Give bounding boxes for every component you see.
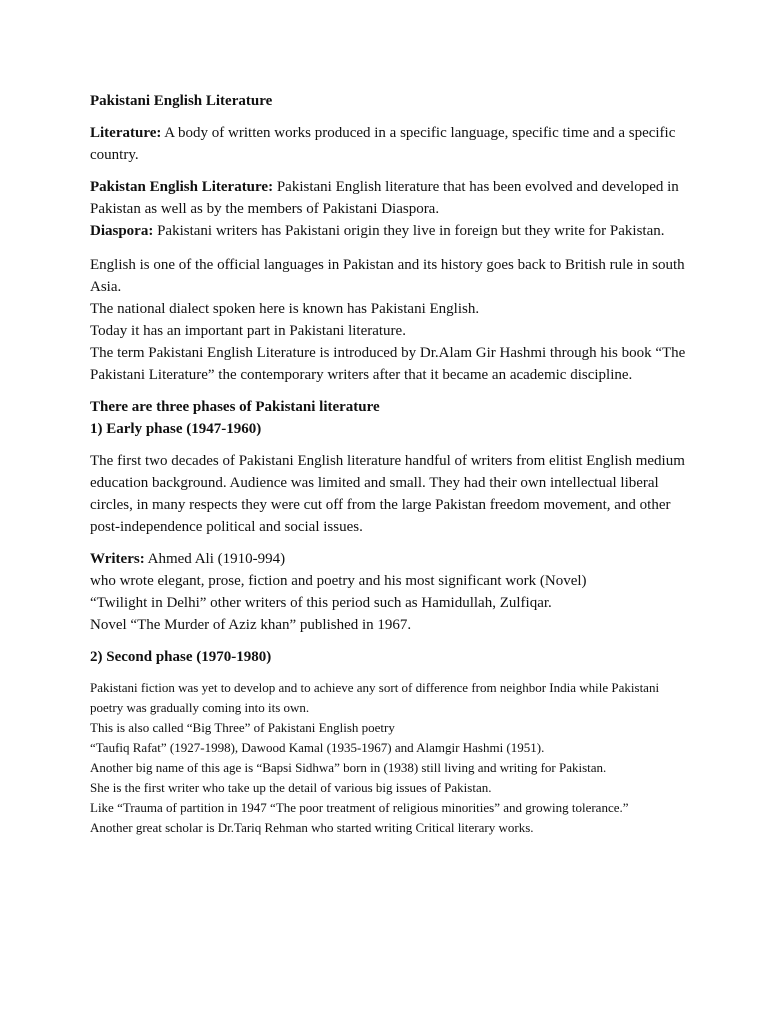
writers-detail-line: Novel “The Murder of Aziz khan” published in 1967. [90, 617, 412, 633]
phase2-line: “Taufiq Rafat” (1927-1998), Dawood Kamal (1935-1967) and Alamgir Hashmi (1951). [90, 740, 545, 755]
literature-term: Literature: [90, 125, 162, 141]
phase2-line: Another great scholar is Dr.Tariq Rehman who started writing Critical literary works. [90, 820, 534, 835]
writers-line [90, 548, 690, 570]
diaspora-definition [90, 220, 690, 242]
intro-line: English is one of the official languages in Pakistan and its history goes back to British rule in south Asia. [90, 257, 685, 295]
diaspora-term: Diaspora: [90, 223, 154, 239]
writers-detail-line: “Twilight in Delhi” other writers of this period such as Hamidullah, Zulfiqar. [90, 595, 552, 611]
writers-text: Ahmed Ali (1910-994) [144, 551, 286, 567]
intro-line: Today it has an important part in Pakistani literature. [90, 323, 406, 339]
writers-detail-line: who wrote elegant, prose, fiction and poetry and his most significant work (Novel) [90, 573, 587, 589]
literature-definition [90, 122, 690, 166]
writers-section [90, 548, 690, 636]
diaspora-text: Pakistani writers has Pakistani origin they live in foreign but they write for Pakistan. [153, 223, 665, 239]
phase2-line: Like “Trauma of partition in 1947 “The poor treatment of religious minorities” and growing tolerance.” [90, 800, 629, 815]
phases-heading: There are three phases of Pakistani literature [90, 399, 380, 415]
intro-line: The term Pakistani English Literature is introduced by Dr.Alam Gir Hashmi through his book “The Pakistani Literature” the contemporary writers after that it became an academic discipline. [90, 345, 686, 383]
phase2-line: Another big name of this age is “Bapsi Sidhwa” born in (1938) still living and writing for Pakistan. [90, 760, 607, 775]
pel-term: Pakistan English Literature: [90, 179, 274, 195]
intro-line: The national dialect spoken here is known has Pakistani English. [90, 301, 480, 317]
writers-term: Writers: [90, 551, 145, 567]
phase1-heading: 1) Early phase (1947-1960) [90, 421, 262, 437]
document-page [90, 90, 690, 838]
intro-section [90, 254, 690, 386]
phase1-paragraph: The first two decades of Pakistani English literature handful of writers from elitist English medium education background. Audience was limited and small. They had their own intellectual liberal circles, in many respects they were cut off from the large Pakistan freedom movement, and other post-independence political and social issues. [90, 453, 685, 535]
pel-text: Pakistani English literature that has been evolved and developed in Pakistan as well as by the members of Pakistani Diaspora. [90, 179, 679, 217]
document-title: Pakistani English Literature [90, 93, 273, 109]
phase2-line: She is the first writer who take up the detail of various big issues of Pakistan. [90, 780, 492, 795]
literature-text: A body of written works produced in a specific language, specific time and a specific country. [90, 125, 676, 163]
phase2-heading: 2) Second phase (1970-1980) [90, 649, 272, 665]
phase2-section [90, 678, 690, 838]
phase2-line: Pakistani fiction was yet to develop and to achieve any sort of difference from neighbor India while Pakistani poetry was gradually coming into its own. [90, 680, 660, 715]
pel-definition [90, 176, 690, 220]
phase2-line: This is also called “Big Three” of Pakistani English poetry [90, 720, 395, 735]
